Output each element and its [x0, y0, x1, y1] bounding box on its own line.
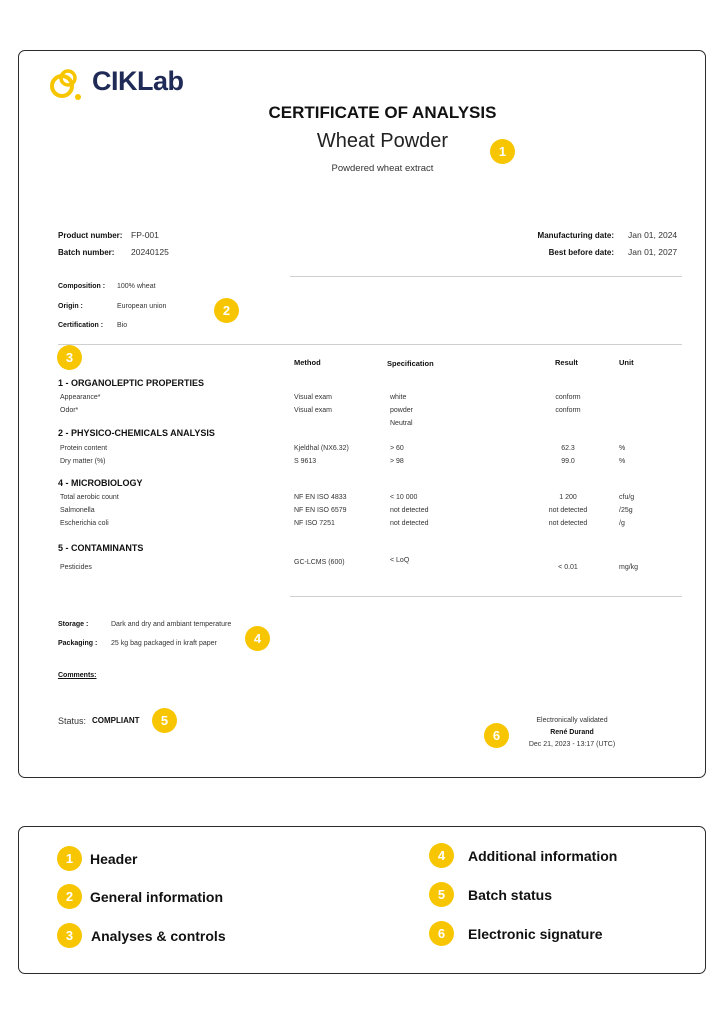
analysis-name: Protein content: [60, 445, 108, 452]
analysis-result: conform: [555, 407, 581, 414]
marker-badge-3: 3: [57, 345, 82, 370]
analysis-method: Visual exam: [294, 394, 333, 401]
marker-badge-5: 5: [152, 708, 177, 733]
composition-label: Composition :: [58, 283, 106, 290]
packaging-value: 25 kg bag packaged in kraft paper: [111, 640, 217, 647]
analysis-unit: /25g: [619, 507, 633, 514]
legend-badge-6: 6: [429, 921, 454, 946]
analysis-method: S 9613: [294, 458, 317, 465]
analysis-unit: /g: [619, 520, 625, 527]
analysis-name: Appearance*: [60, 394, 101, 401]
column-header-specification: Specification: [387, 359, 434, 368]
analysis-spec: not detected: [390, 507, 429, 514]
status-value: COMPLIANT: [92, 716, 140, 725]
analysis-name: Pesticides: [60, 564, 92, 571]
analysis-spec: > 98: [390, 458, 404, 465]
analysis-method: Visual exam: [294, 407, 333, 414]
analysis-spec-extra: Neutral: [390, 420, 413, 427]
analysis-method: Kjeldhal (NX6.32): [294, 445, 349, 452]
legend-label-analyses-controls: Analyses & controls: [91, 928, 226, 944]
section-title: 4 - MICROBIOLOGY: [58, 478, 143, 488]
divider: [290, 596, 682, 597]
analysis-name: Salmonella: [60, 507, 95, 514]
best-before-date: Jan 01, 2027: [628, 247, 678, 257]
analysis-result: 1 200: [559, 494, 577, 501]
analysis-name: Escherichia coli: [60, 520, 109, 527]
analysis-spec: > 60: [390, 445, 404, 452]
storage-label: Storage :: [58, 621, 89, 628]
legend-label-electronic-signature: Electronic signature: [468, 926, 603, 942]
certificate-card: [18, 50, 706, 778]
legend-label-general-information: General information: [90, 889, 224, 905]
manufacturing-date: Jan 01, 2024: [628, 230, 678, 240]
analysis-spec: < 10 000: [390, 494, 418, 501]
analysis-name: Dry matter (%): [60, 458, 106, 465]
product-subtitle: Powdered wheat extract: [331, 163, 434, 174]
analysis-spec: not detected: [390, 520, 429, 527]
legend-label-batch-status: Batch status: [468, 887, 553, 903]
marker-badge-4: 4: [245, 626, 270, 651]
composition-value: 100% wheat: [117, 283, 156, 290]
section-title: 2 - PHYSICO-CHEMICALS ANALYSIS: [58, 428, 215, 438]
analysis-spec: white: [390, 394, 407, 401]
signature-datetime: Dec 21, 2023 - 13:17 (UTC): [528, 741, 616, 748]
comments-label: Comments:: [58, 672, 97, 679]
product-number-label: Product number:: [58, 231, 123, 240]
analysis-spec: powder: [390, 407, 413, 414]
legend-badge-3: 3: [57, 923, 82, 948]
analysis-method: NF EN ISO 4833: [294, 494, 347, 501]
product-number: FP-001: [131, 230, 159, 240]
section-title: 5 - CONTAMINANTS: [58, 543, 144, 553]
legend-badge-5: 5: [429, 882, 454, 907]
analysis-name: Odor*: [60, 407, 79, 414]
analysis-spec: < LoQ: [390, 557, 410, 564]
analysis-unit: cfu/g: [619, 494, 635, 501]
origin-value: European union: [117, 303, 167, 310]
divider: [290, 276, 682, 277]
signature-note: Electronically validated: [536, 717, 608, 724]
analysis-method: GC-LCMS (600): [294, 559, 345, 566]
signature-name: René Durand: [550, 729, 594, 736]
marker-badge-1: 1: [490, 139, 515, 164]
column-header-result: Result: [555, 358, 578, 367]
best-before-date-label: Best before date:: [548, 248, 614, 257]
status-label: Status:: [58, 716, 87, 726]
legend-badge-1: 1: [57, 846, 82, 871]
legend-label-additional-information: Additional information: [468, 848, 618, 864]
ring-link-icon: [48, 64, 84, 104]
brand-name: CIKLab: [92, 66, 184, 96]
certification-label: Certification :: [58, 322, 104, 329]
certification-value: Bio: [117, 322, 128, 329]
analysis-method: NF EN ISO 6579: [294, 507, 347, 514]
origin-label: Origin :: [58, 303, 83, 310]
analysis-unit: %: [619, 445, 626, 452]
batch-number: 20240125: [131, 247, 169, 257]
product-name: Wheat Powder: [316, 130, 449, 152]
document-title: CERTIFICATE OF ANALYSIS: [268, 103, 497, 122]
divider: [58, 344, 682, 345]
analysis-unit: %: [619, 458, 626, 465]
batch-number-label: Batch number:: [58, 248, 115, 257]
legend-label-header: Header: [90, 851, 138, 867]
analysis-method: NF ISO 7251: [294, 520, 335, 527]
analysis-result: conform: [555, 394, 581, 401]
marker-badge-2: 2: [214, 298, 239, 323]
section-title: 1 - ORGANOLEPTIC PROPERTIES: [58, 378, 205, 388]
packaging-label: Packaging :: [58, 640, 98, 647]
analysis-name: Total aerobic count: [60, 494, 119, 501]
analysis-result: not detected: [548, 507, 588, 514]
column-header-method: Method: [294, 358, 321, 367]
marker-badge-6: 6: [484, 723, 509, 748]
analysis-result: 62.3: [561, 445, 575, 452]
analysis-result: not detected: [548, 520, 588, 527]
manufacturing-date-label: Manufacturing date:: [537, 231, 614, 240]
legend-badge-2: 2: [57, 884, 82, 909]
analysis-result: 99.0: [561, 458, 575, 465]
column-header-unit: Unit: [619, 358, 634, 367]
analysis-result: < 0.01: [558, 564, 578, 571]
analysis-unit: mg/kg: [619, 564, 639, 571]
legend-badge-4: 4: [429, 843, 454, 868]
storage-value: Dark and dry and ambiant temperature: [111, 621, 232, 628]
